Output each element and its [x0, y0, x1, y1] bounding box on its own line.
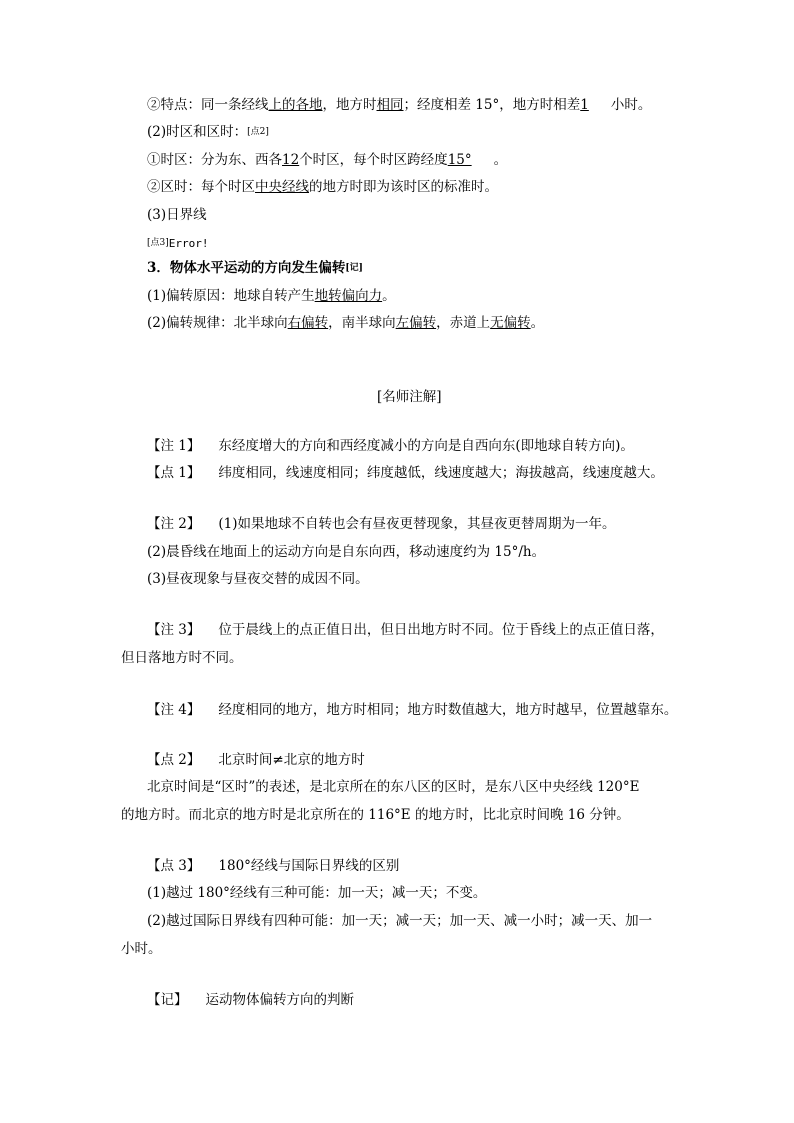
text-seg: 3．物体水平运动的方向发生偏转: [147, 260, 346, 276]
note-tag: 【点 3】: [147, 858, 201, 874]
note-tag: 【点 2】: [147, 752, 201, 768]
underlined-seg: 无偏转: [490, 315, 531, 331]
underlined-seg: 上的各地: [268, 97, 323, 113]
text-seg: 。: [530, 315, 545, 331]
text-seg: ，赤道上: [436, 315, 491, 331]
note-zhu2-item3: (3)昼夜现象与昼夜交替的成因不同。: [147, 571, 369, 587]
error-line: [147, 234, 209, 253]
underlined-seg: 相同: [376, 97, 404, 113]
text-seg: (1)偏转原因：地球自转产生: [147, 288, 315, 304]
note-zhu3: [147, 621, 664, 639]
note-text: 东经度增大的方向和西经度减小的方向是自西向东(即地球自转方向)。: [218, 438, 634, 454]
text-seg: ②特点：同一条经线: [147, 97, 269, 113]
note-zhu1: [147, 437, 634, 455]
standard-time-line: [147, 178, 498, 196]
note-tag: 【注 1】: [147, 438, 201, 454]
zone-line: [147, 151, 507, 169]
note-text: 纬度相同，线速度相同；纬度越低，线速度越大；海拔越高，线速度越大。: [218, 465, 664, 481]
deflection-cause: [147, 287, 396, 305]
note-tag: [点3]: [147, 238, 169, 248]
note-tag: 【记】: [147, 992, 188, 1008]
deflection-rule: [147, 314, 544, 332]
note-text: 北京时间≠北京的地方时: [218, 752, 365, 768]
underlined-seg: 右偏转: [287, 315, 329, 331]
note-text: 位于晨线上的点正值日出，但日出地方时不同。位于昏线上的点正值日落，: [218, 622, 664, 638]
text-seg: ，地方时: [322, 97, 377, 113]
note-tag: 【点 1】: [147, 465, 201, 481]
note-zhu4: [147, 701, 677, 719]
note-dian2-para1: 北京时间是“区时”的表述，是北京所在的东八区的区时，是东八区中央经线 120°E: [147, 779, 640, 795]
error-text: Error!: [168, 237, 209, 250]
note-text: (1)如果地球不自转也会有昼夜更替现象，其昼夜更替周期为一年。: [218, 516, 616, 532]
note-zhu2-item2: (2)晨昏线在地面上的运动方向是自东向西，移动速度约为 15°/h。: [147, 544, 546, 560]
note-text: 180°经线与国际日界线的区别: [218, 858, 400, 874]
note-tag: 【注 2】: [147, 516, 201, 532]
section-heading-3: [147, 259, 363, 277]
text-seg: 个时区，每个时区跨经度: [299, 152, 448, 168]
text-seg: 。: [382, 288, 396, 304]
underlined-seg: 12: [282, 152, 300, 168]
text-seg: 小时。: [610, 97, 652, 113]
note-dian3-item2-cont: 小时。: [121, 941, 162, 957]
underlined-seg: 15°: [447, 152, 472, 168]
note-zhu3-cont: 但日落地方时不同。: [121, 650, 243, 666]
note-dian3-item2: (2)越过国际日界线有四种可能：加一天；减一天；加一天、减一小时；减一天、加一: [147, 913, 653, 929]
zone-heading: [147, 123, 269, 141]
note-dian1: [147, 464, 664, 482]
note-text: 经度相同的地方，地方时相同；地方时数值越大，地方时越早，位置越靠东。: [218, 702, 678, 718]
note-tag: 【注 4】: [147, 702, 201, 718]
text-seg: (2)偏转规律：北半球向: [147, 315, 288, 331]
note-ji: [147, 991, 354, 1009]
underlined-seg: 左偏转: [395, 315, 437, 331]
text-seg: ①时区：分为东、西各: [147, 152, 282, 168]
note-dian2: [147, 751, 365, 769]
dateline-heading: (3)日界线: [147, 207, 207, 223]
text-seg: (2)时区和区时：: [147, 124, 248, 140]
note-dian2-para2: 的地方时。而北京的地方时是北京所在的 116°E 的地方时，比北京时间晚 16 分钟。: [121, 807, 630, 823]
note-tag: 【注 3】: [147, 622, 201, 638]
underlined-seg: 中央经线: [255, 179, 309, 195]
note-dian3: [147, 857, 399, 875]
text-seg: ；经度相差 15°，地方时相差: [403, 97, 581, 113]
note-zhu2: [147, 515, 616, 533]
note-text: 运动物体偏转方向的判断: [205, 992, 354, 1008]
note-tag: [记]: [345, 263, 363, 273]
text-seg: ，南半球向: [328, 315, 396, 331]
note-tag: [点2]: [247, 127, 269, 137]
text-seg: 。: [493, 152, 508, 168]
underlined-seg: 地转偏向力: [314, 288, 383, 304]
text-seg: 的地方时即为该时区的标准时。: [309, 179, 498, 195]
underlined-seg: 1: [580, 97, 589, 113]
text-seg: ②区时：每个时区: [147, 179, 255, 195]
feature-line: [147, 96, 651, 114]
notes-title: [名师注解]: [377, 389, 442, 405]
note-dian3-item1: (1)越过 180°经线有三种可能：加一天；减一天；不变。: [147, 885, 487, 901]
